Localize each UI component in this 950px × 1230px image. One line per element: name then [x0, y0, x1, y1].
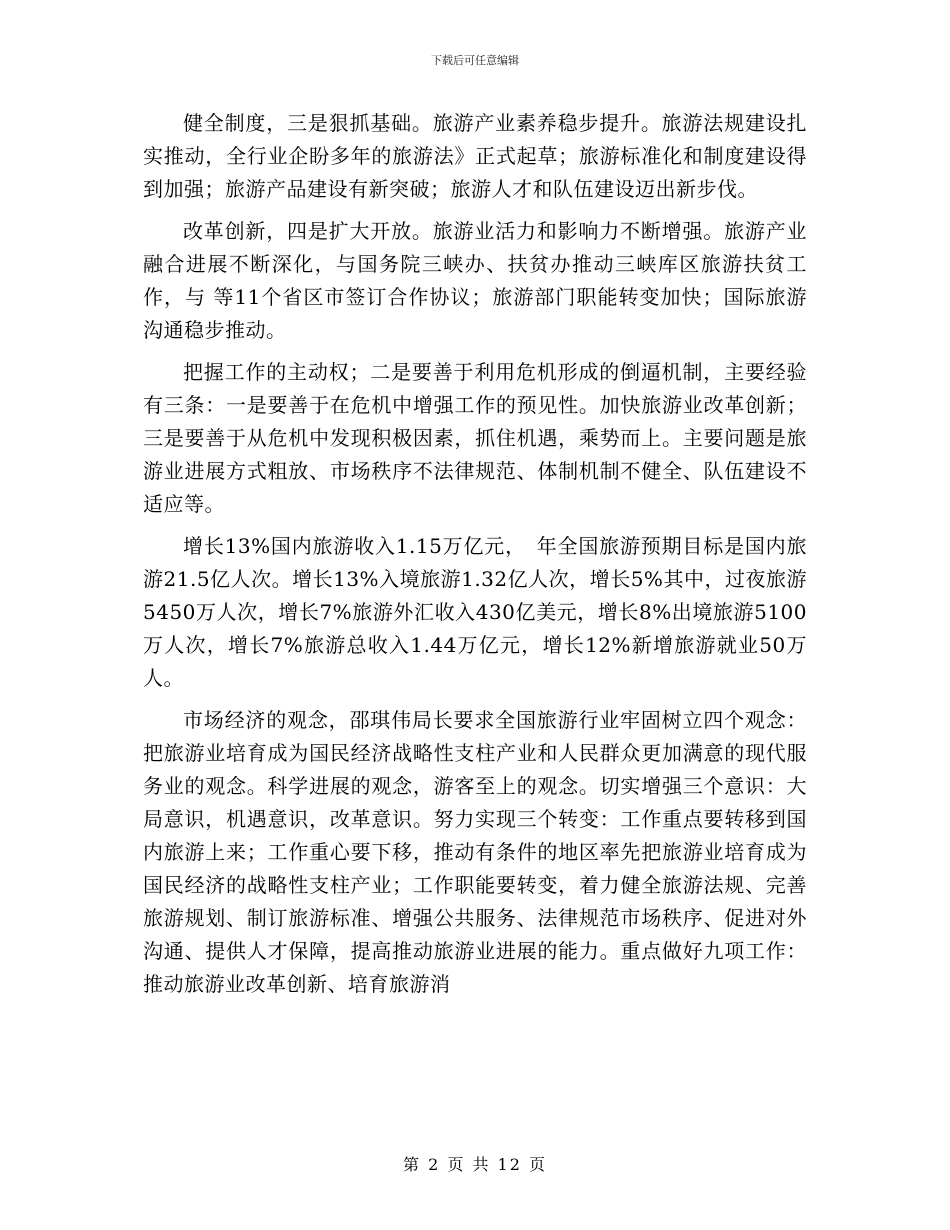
document-body	[143, 107, 807, 1001]
paragraph: 增长13%国内旅游收入1.15万亿元， 年全国旅游预期目标是国内旅游21.5亿人次。增长13%入境旅游1.32亿人次，增长5%其中，过夜旅游5450万人次，增长7%旅游外汇收入430亿美元，增长8%出境旅游5100万人次，增长7%旅游总收入1.44万亿元，增长12%新增旅游就业50万人。	[143, 534, 807, 690]
paragraph: 健全制度，三是狠抓基础。旅游产业素养稳步提升。旅游法规建设扎实推动，全行业企盼多年的旅游法》正式起草；旅游标准化和制度建设得到加强；旅游产品建设有新突破；旅游人才和队伍建设迈出新步伐。	[143, 111, 807, 201]
paragraph: 改革创新，四是扩大开放。旅游业活力和影响力不断增强。旅游产业融合进展不断深化，与国务院三峡办、扶贫办推动三峡库区旅游扶贫工作，与 等11个省区市签订合作协议；旅游部门职能转变加快；国际旅游沟通稳步推动。	[143, 219, 807, 342]
page-header: 下载后可任意编辑	[431, 54, 519, 67]
paragraph: 市场经济的观念，邵琪伟局长要求全国旅游行业牢固树立四个观念：把旅游业培育成为国民经济战略性支柱产业和人民群众更加满意的现代服务业的观念。科学进展的观念，游客至上的观念。切实增强三个意识：大局意识，机遇意识，改革意识。努力实现三个转变：工作重点要转移到国内旅游上来；工作重心要下移，推动有条件的地区率先把旅游业培育成为国民经济的战略性支柱产业；工作职能要转变，着力健全旅游法规、完善旅游规划、制订旅游标准、增强公共服务、法律规范市场秩序、促进对外沟通、提供人才保障，提高推动旅游业进展的能力。重点做好九项工作：推动旅游业改革创新、培育旅游消	[143, 708, 807, 996]
page-number-footer: 第 2 页 共 12 页	[403, 1155, 547, 1174]
paragraph: 把握工作的主动权；二是要善于利用危机形成的倒逼机制，主要经验有三条：一是要善于在危机中增强工作的预见性。加快旅游业改革创新；三是要善于从危机中发现积极因素，抓住机遇，乘势而上。主要问题是旅游业进展方式粗放、市场秩序不法律规范、体制机制不健全、队伍建设不适应等。	[143, 360, 807, 516]
